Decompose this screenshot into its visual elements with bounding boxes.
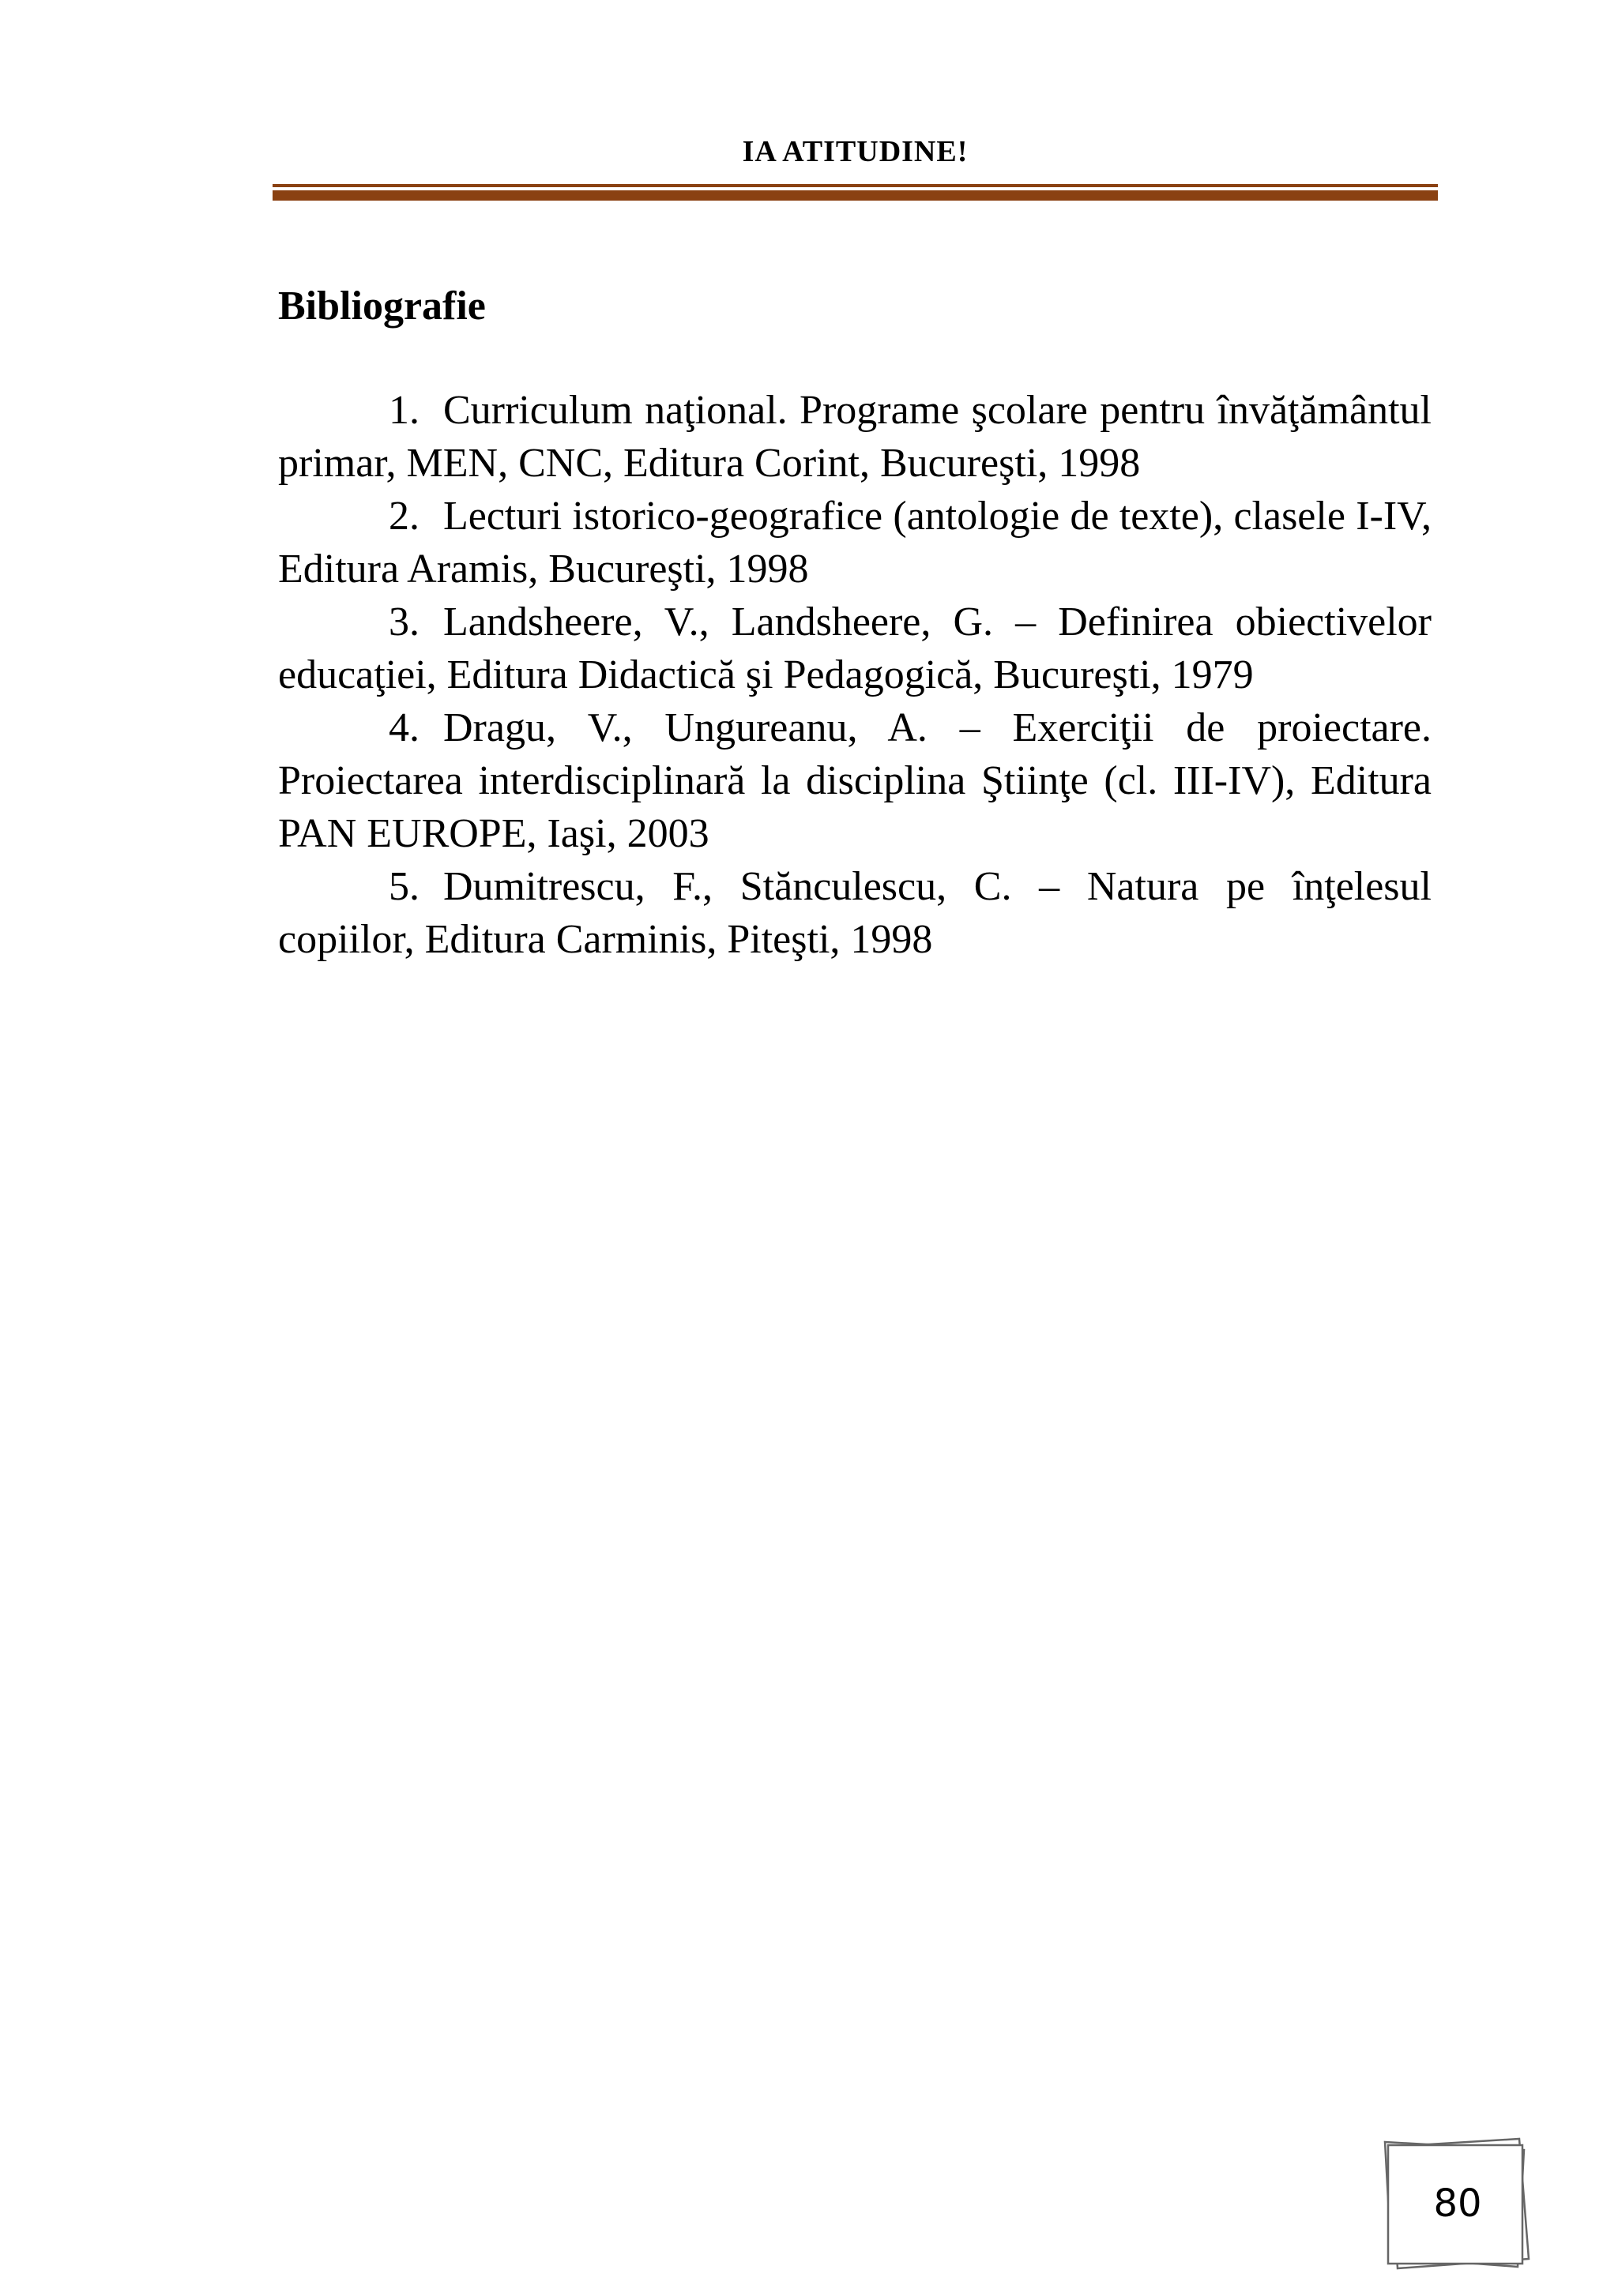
bibliography-item-text: Dragu, V., Ungureanu, A. – Exerciţii de proiectare. Proiectarea interdisciplinară la disciplina Ştiinţe (cl. III-IV), Editura PAN EUROPE, Iaşi, 2003: [278, 705, 1432, 856]
bibliography-item-number: 5.: [389, 864, 420, 909]
bibliography-item-text: Landsheere, V., Landsheere, G. – Definirea obiectivelor educaţiei, Editura Didactică şi Pedagogică, Bucureşti, 1979: [278, 599, 1432, 697]
bibliography-item-text: Lecturi istorico-geografice (antologie de texte), clasele I-IV, Editura Aramis, Bucureşti, 1998: [278, 494, 1432, 592]
header-rule-thin: [273, 184, 1438, 187]
bibliography-item-text: Curriculum naţional. Programe şcolare pentru învăţământul primar, MEN, CNC, Editura Corint, Bucureşti, 1998: [278, 388, 1432, 486]
bibliography-item: [278, 701, 1432, 860]
running-header: IA ATITUDINE!: [742, 135, 969, 168]
bibliography-list: [278, 384, 1432, 966]
page-number-badge: [1379, 2133, 1537, 2275]
bibliography-item-number: 1.: [389, 388, 420, 433]
bibliography-item: [278, 384, 1432, 490]
bibliography-item: [278, 596, 1432, 701]
page-number: 80: [1433, 2181, 1482, 2226]
header-rule-thick: [273, 190, 1438, 201]
section-title: Bibliografie: [278, 284, 486, 329]
bibliography-item: [278, 490, 1432, 596]
bibliography-item: [278, 860, 1432, 966]
bibliography-item-number: 3.: [389, 599, 420, 644]
bibliography-item-number: 2.: [389, 494, 420, 539]
bibliography-item-number: 4.: [389, 705, 420, 750]
bibliography-item-text: Dumitrescu, F., Stănculescu, C. – Natura pe înţelesul copiilor, Editura Carminis, Piteşti, 1998: [278, 864, 1432, 962]
